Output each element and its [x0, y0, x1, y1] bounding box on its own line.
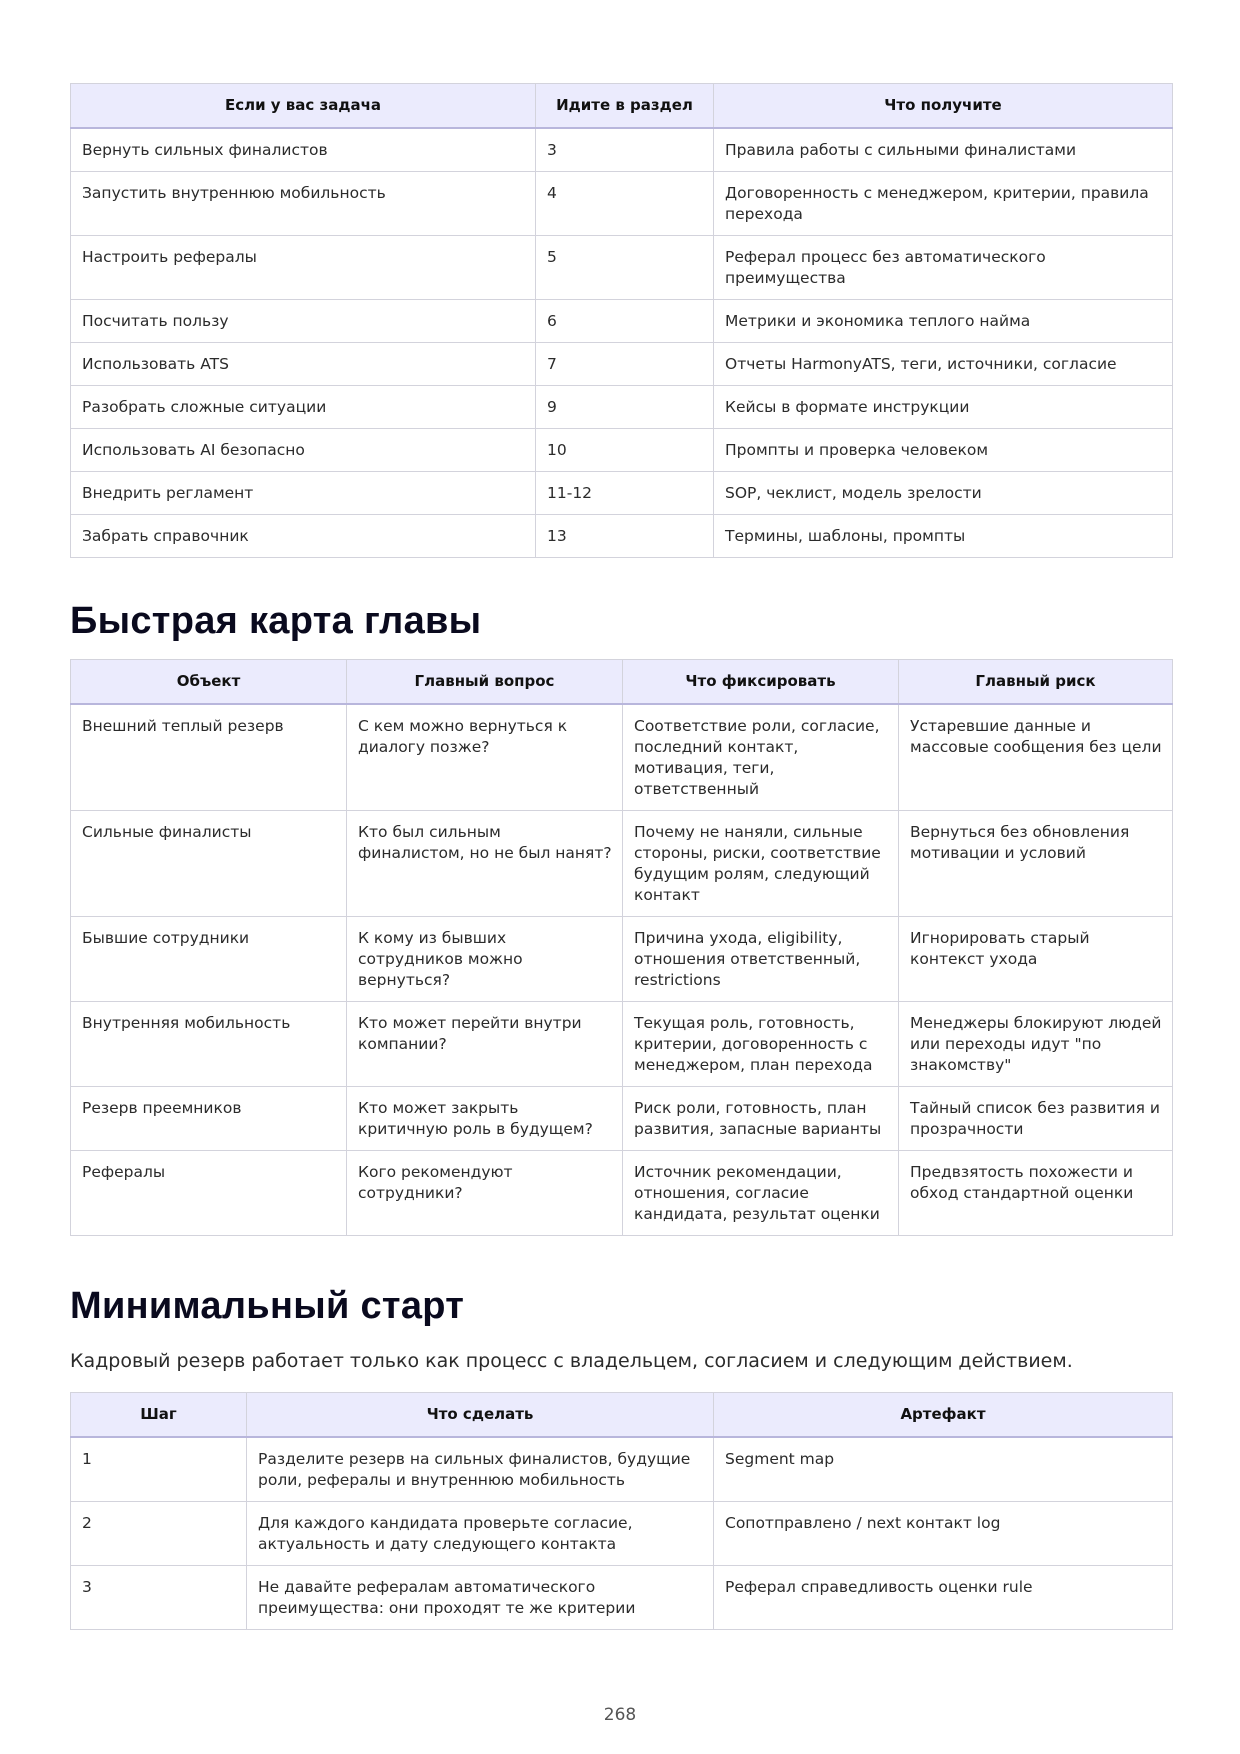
table-row [71, 1002, 1173, 1087]
step-cell: 2 [71, 1502, 247, 1566]
header-section: Идите в раздел [536, 84, 714, 129]
object-cell: Внешний теплый резерв [71, 704, 347, 811]
result-cell: Договоренность с менеджером, критерии, правила перехода [714, 172, 1173, 236]
task-cell: Запустить внутреннюю мобильность [71, 172, 536, 236]
object-cell: Бывшие сотрудники [71, 917, 347, 1002]
header-result: Что получите [714, 84, 1173, 129]
table-row [71, 1087, 1173, 1151]
table-row [71, 704, 1173, 811]
artifact-cell: Реферал справедливость оценки rule [714, 1566, 1173, 1630]
action-cell: Не давайте рефералам автоматического преимущества: они проходят те же критерии [247, 1566, 714, 1630]
task-cell: Использовать AI безопасно [71, 429, 536, 472]
chapter-map-table [70, 659, 1173, 1236]
question-cell: Кого рекомендуют сотрудники? [347, 1151, 623, 1236]
action-cell: Разделите резерв на сильных финалистов, будущие роли, рефералы и внутреннюю мобильность [247, 1437, 714, 1502]
object-cell: Резерв преемников [71, 1087, 347, 1151]
result-cell: Реферал процесс без автоматического преимущества [714, 236, 1173, 300]
record-cell: Текущая роль, готовность, критерии, договоренность с менеджером, план перехода [623, 1002, 899, 1087]
intro-paragraph: Кадровый резерв работает только как процесс с владельцем, согласием и следующим действием. [70, 1350, 1073, 1372]
task-cell: Забрать справочник [71, 515, 536, 558]
section-cell: 5 [536, 236, 714, 300]
minimal-start-table [70, 1392, 1173, 1630]
page-number: 268 [603, 1705, 637, 1725]
navigation-table [70, 83, 1173, 558]
header-step: Шаг [71, 1393, 247, 1438]
section-cell: 6 [536, 300, 714, 343]
header-main-risk: Главный риск [899, 660, 1173, 705]
task-cell: Использовать ATS [71, 343, 536, 386]
question-cell: С кем можно вернуться к диалогу позже? [347, 704, 623, 811]
risk-cell: Вернуться без обновления мотивации и условий [899, 811, 1173, 917]
task-cell: Внедрить регламент [71, 472, 536, 515]
result-cell: SOP, чеклист, модель зрелости [714, 472, 1173, 515]
record-cell: Риск роли, готовность, план развития, запасные варианты [623, 1087, 899, 1151]
header-main-question: Главный вопрос [347, 660, 623, 705]
table-row [71, 811, 1173, 917]
question-cell: К кому из бывших сотрудников можно вернуться? [347, 917, 623, 1002]
table-row [71, 472, 1173, 515]
result-cell: Кейсы в формате инструкции [714, 386, 1173, 429]
header-action: Что сделать [247, 1393, 714, 1438]
section-title-minimal-start: Минимальный старт [70, 1285, 465, 1327]
navigation-table-header-row [71, 84, 1173, 129]
task-cell: Посчитать пользу [71, 300, 536, 343]
risk-cell: Игнорировать старый контекст ухода [899, 917, 1173, 1002]
section-cell: 13 [536, 515, 714, 558]
section-cell: 10 [536, 429, 714, 472]
task-cell: Вернуть сильных финалистов [71, 128, 536, 172]
result-cell: Правила работы с сильными финалистами [714, 128, 1173, 172]
header-artifact: Артефакт [714, 1393, 1173, 1438]
object-cell: Внутренняя мобильность [71, 1002, 347, 1087]
table-row [71, 128, 1173, 172]
table-row [71, 300, 1173, 343]
question-cell: Кто был сильным финалистом, но не был нанят? [347, 811, 623, 917]
result-cell: Метрики и экономика теплого найма [714, 300, 1173, 343]
record-cell: Почему не наняли, сильные стороны, риски, соответствие будущим ролям, следующий контакт [623, 811, 899, 917]
risk-cell: Менеджеры блокируют людей или переходы идут "по знакомству" [899, 1002, 1173, 1087]
table-row [71, 1566, 1173, 1630]
record-cell: Источник рекомендации, отношения, согласие кандидата, результат оценки [623, 1151, 899, 1236]
table-row [71, 172, 1173, 236]
header-what-to-record: Что фиксировать [623, 660, 899, 705]
table-row [71, 236, 1173, 300]
question-cell: Кто может перейти внутри компании? [347, 1002, 623, 1087]
table-row [71, 917, 1173, 1002]
artifact-cell: Сопотправлено / next контакт log [714, 1502, 1173, 1566]
header-object: Объект [71, 660, 347, 705]
minimal-start-header-row [71, 1393, 1173, 1438]
step-cell: 3 [71, 1566, 247, 1630]
page-content [70, 83, 1172, 1630]
section-cell: 11-12 [536, 472, 714, 515]
section-cell: 7 [536, 343, 714, 386]
table-row [71, 1502, 1173, 1566]
section-cell: 4 [536, 172, 714, 236]
record-cell: Соответствие роли, согласие, последний контакт, мотивация, теги, ответственный [623, 704, 899, 811]
question-cell: Кто может закрыть критичную роль в будущем? [347, 1087, 623, 1151]
section-cell: 9 [536, 386, 714, 429]
section-title-chapter-map: Быстрая карта главы [70, 600, 482, 642]
table-row [71, 343, 1173, 386]
object-cell: Рефералы [71, 1151, 347, 1236]
result-cell: Термины, шаблоны, промпты [714, 515, 1173, 558]
header-task: Если у вас задача [71, 84, 536, 129]
step-cell: 1 [71, 1437, 247, 1502]
chapter-map-header-row [71, 660, 1173, 705]
object-cell: Сильные финалисты [71, 811, 347, 917]
risk-cell: Предвзятость похожести и обход стандартной оценки [899, 1151, 1173, 1236]
table-row [71, 1437, 1173, 1502]
section-cell: 3 [536, 128, 714, 172]
risk-cell: Тайный список без развития и прозрачности [899, 1087, 1173, 1151]
table-row [71, 1151, 1173, 1236]
task-cell: Разобрать сложные ситуации [71, 386, 536, 429]
table-row [71, 386, 1173, 429]
table-row [71, 515, 1173, 558]
action-cell: Для каждого кандидата проверьте согласие, актуальность и дату следующего контакта [247, 1502, 714, 1566]
task-cell: Настроить рефералы [71, 236, 536, 300]
table-row [71, 429, 1173, 472]
risk-cell: Устаревшие данные и массовые сообщения без цели [899, 704, 1173, 811]
result-cell: Промпты и проверка человеком [714, 429, 1173, 472]
artifact-cell: Segment map [714, 1437, 1173, 1502]
record-cell: Причина ухода, eligibility, отношения ответственный, restrictions [623, 917, 899, 1002]
result-cell: Отчеты HarmonyATS, теги, источники, согласие [714, 343, 1173, 386]
